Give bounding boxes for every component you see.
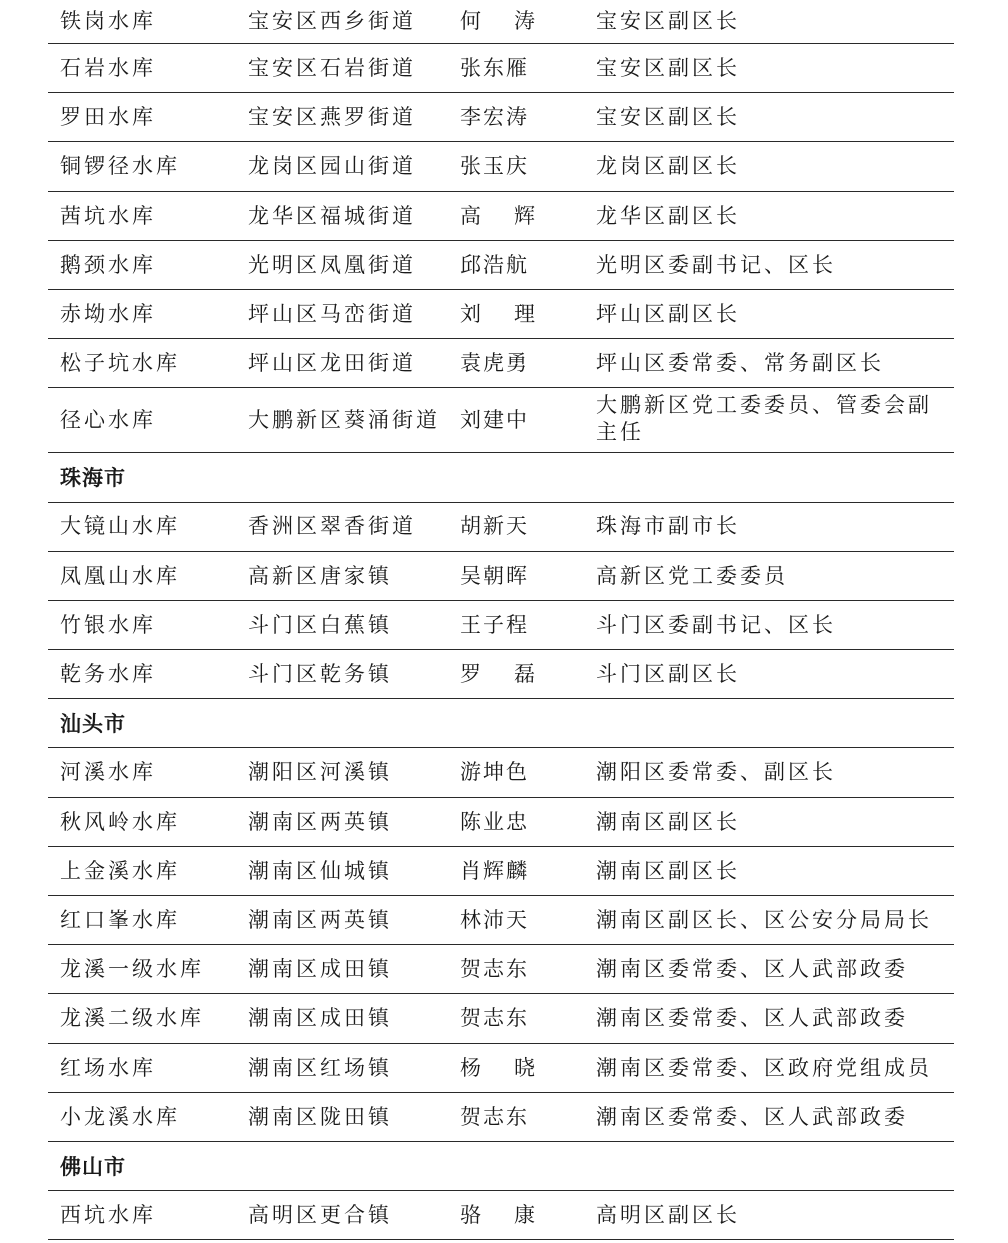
responsible-person: 袁虎勇 [460,351,529,376]
location-name: 坪山区马峦街道 [248,301,416,326]
reservoir-name: 秋风岭水库 [60,809,180,834]
table-row [48,601,954,650]
table-row [48,994,954,1043]
reservoir-name: 龙溪一级水库 [60,957,204,982]
person-title: 宝安区副区长 [596,55,740,80]
table-row [48,0,954,44]
table-row [48,1093,954,1142]
person-title: 斗门区委副书记、区长 [596,612,836,637]
person-title: 潮南区委常委、区人武部政委 [596,957,908,982]
location-name: 斗门区白蕉镇 [248,612,392,637]
table-row [48,241,954,290]
person-title: 珠海市副市长 [596,514,740,539]
responsible-person: 贺志东 [460,957,529,982]
responsible-person: 刘理 [460,301,568,326]
person-title: 潮南区委常委、区人武部政委 [596,1006,908,1031]
person-title: 潮南区委常委、区政府党组成员 [596,1055,932,1080]
reservoir-name: 红口峯水库 [60,907,180,932]
location-name: 宝安区石岩街道 [248,55,416,80]
table-row [48,552,954,601]
location-name: 潮南区红场镇 [248,1055,392,1080]
responsible-person: 游坤色 [460,760,529,785]
responsible-person: 张玉庆 [460,154,529,179]
reservoir-name: 径心水库 [60,408,156,433]
reservoir-name: 竹银水库 [60,612,156,637]
location-name: 香洲区翠香街道 [248,514,416,539]
reservoir-name: 西坑水库 [60,1203,156,1228]
person-title: 潮南区副区长、区公安分局局长 [596,907,932,932]
reservoir-name: 大镜山水库 [60,514,180,539]
person-title: 龙华区副区长 [596,203,740,228]
person-title: 大鹏新区党工委委员、管委会副主任 [596,393,932,445]
reservoir-name: 上金溪水库 [60,858,180,883]
location-name: 宝安区燕罗街道 [248,105,416,130]
location-name: 高明区更合镇 [248,1203,392,1228]
reservoir-name: 茜坑水库 [60,203,156,228]
table-row [48,44,954,93]
responsible-person: 王子程 [460,612,529,637]
responsible-person: 林沛天 [460,907,529,932]
person-title: 宝安区副区长 [596,105,740,130]
table-row [48,339,954,388]
responsible-person: 杨晓 [460,1055,568,1080]
person-title: 潮阳区委常委、副区长 [596,760,836,785]
table-row [48,1044,954,1093]
table-row [48,142,954,191]
location-name: 潮南区两英镇 [248,809,392,834]
city-name: 珠海市 [60,466,126,491]
location-name: 潮南区两英镇 [248,907,392,932]
table-row [48,945,954,994]
reservoir-name: 铜锣径水库 [60,154,180,179]
table-row [48,896,954,945]
reservoir-name: 赤坳水库 [60,301,156,326]
person-title: 潮南区副区长 [596,809,740,834]
responsible-person: 吴朝晖 [460,563,529,588]
location-name: 潮南区成田镇 [248,1006,392,1031]
reservoir-name: 红场水库 [60,1055,156,1080]
location-name: 潮南区仙城镇 [248,858,392,883]
location-name: 光明区凤凰街道 [248,252,416,277]
responsible-person: 李宏涛 [460,105,529,130]
location-name: 潮南区成田镇 [248,957,392,982]
city-header-row [48,1142,954,1191]
location-name: 坪山区龙田街道 [248,351,416,376]
responsible-person: 骆康 [460,1203,568,1228]
responsible-person: 贺志东 [460,1104,529,1129]
person-title: 高新区党工委委员 [596,563,788,588]
reservoir-name: 鹅颈水库 [60,252,156,277]
table-row [48,650,954,699]
reservoir-name: 龙溪二级水库 [60,1006,204,1031]
city-name: 佛山市 [60,1155,126,1180]
location-name: 大鹏新区葵涌街道 [248,408,440,433]
reservoir-name: 小龙溪水库 [60,1104,180,1129]
table-row [48,93,954,142]
reservoir-responsibility-table [48,0,954,1240]
person-title: 潮南区副区长 [596,858,740,883]
reservoir-name: 乾务水库 [60,662,156,687]
reservoir-name: 河溪水库 [60,760,156,785]
responsible-person: 高辉 [460,203,568,228]
table-row [48,388,954,453]
table-row [48,290,954,339]
city-header-row [48,699,954,748]
person-title: 光明区委副书记、区长 [596,252,836,277]
responsible-person: 贺志东 [460,1006,529,1031]
person-title: 坪山区副区长 [596,301,740,326]
location-name: 潮南区陇田镇 [248,1104,392,1129]
responsible-person: 邱浩航 [460,252,529,277]
reservoir-name: 铁岗水库 [60,9,156,34]
responsible-person: 陈业忠 [460,809,529,834]
person-title: 龙岗区副区长 [596,154,740,179]
person-title: 潮南区委常委、区人武部政委 [596,1104,908,1129]
reservoir-name: 松子坑水库 [60,351,180,376]
location-name: 潮阳区河溪镇 [248,760,392,785]
reservoir-name: 罗田水库 [60,105,156,130]
responsible-person: 何涛 [460,9,568,34]
location-name: 高新区唐家镇 [248,563,392,588]
responsible-person: 罗磊 [460,662,568,687]
location-name: 龙华区福城街道 [248,203,416,228]
person-title: 坪山区委常委、常务副区长 [596,351,884,376]
responsible-person: 张东雁 [460,55,529,80]
table-row [48,503,954,552]
city-header-row [48,453,954,502]
table-row [48,1191,954,1240]
responsible-person: 胡新天 [460,514,529,539]
location-name: 宝安区西乡街道 [248,9,416,34]
table-row [48,798,954,847]
responsible-person: 肖辉麟 [460,858,529,883]
reservoir-name: 凤凰山水库 [60,563,180,588]
person-title: 宝安区副区长 [596,9,740,34]
responsible-person: 刘建中 [460,408,529,433]
table-row [48,748,954,797]
person-title: 高明区副区长 [596,1203,740,1228]
person-title: 斗门区副区长 [596,662,740,687]
city-name: 汕头市 [60,712,126,737]
location-name: 龙岗区园山街道 [248,154,416,179]
table-row [48,847,954,896]
reservoir-name: 石岩水库 [60,55,156,80]
table-row [48,192,954,241]
location-name: 斗门区乾务镇 [248,662,392,687]
